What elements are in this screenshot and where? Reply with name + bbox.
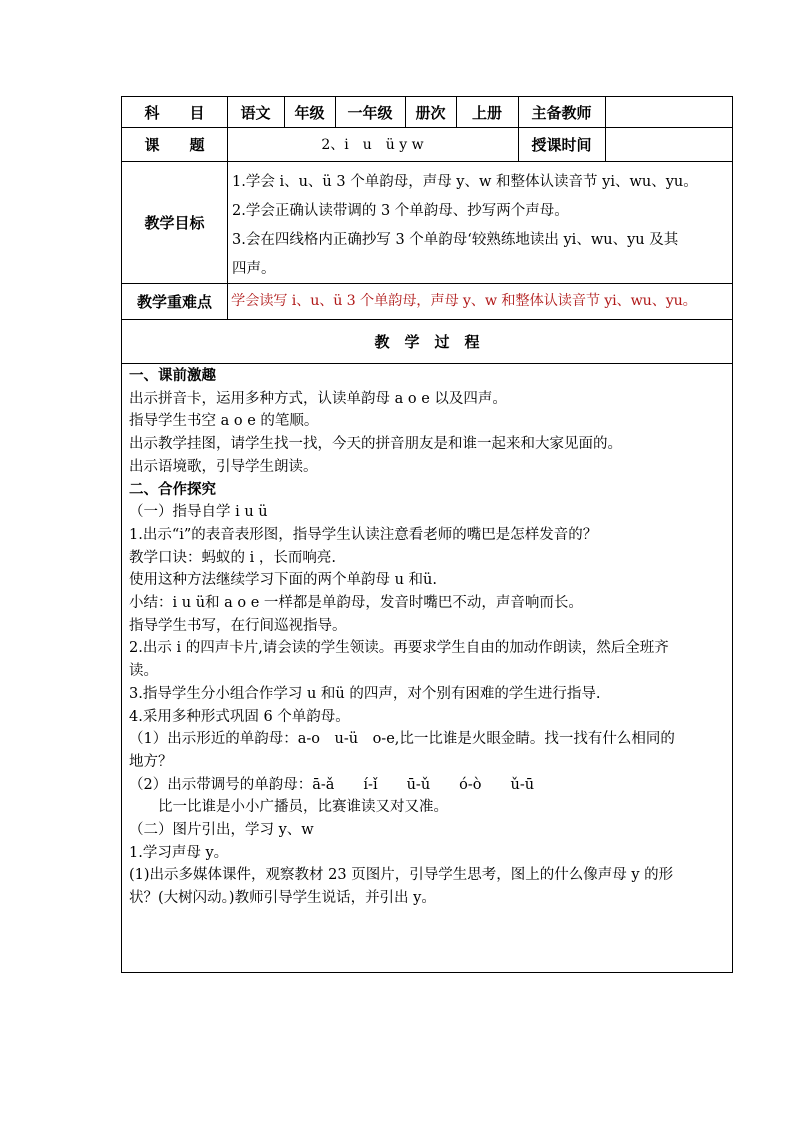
- process-line: 出示语境歌，引导学生朗读。: [129, 458, 318, 475]
- process-line: (1)出示多媒体课件，观察教材 23 页图片，引导学生思考，图上的什么像声母 y 的形: [129, 867, 674, 884]
- volume-label: 册次: [415, 103, 446, 122]
- process-line: 指导学生书写，在行间巡视指导。: [129, 617, 347, 634]
- topic-label: 课 题: [144, 135, 205, 154]
- process-line: 教学口诀：蚂蚁的 i ，长而响亮.: [129, 549, 336, 566]
- process-line: 出示拼音卡，运用多种方式，认读单韵母 a o e 以及四声。: [129, 390, 507, 407]
- process-line: 1.出示“i”的表音表形图，指导学生认读注意看老师的嘴巴是怎样发音的？: [129, 526, 598, 543]
- process-line: 出示教学挂图，请学生找一找，今天的拼音朋友是和谁一起来和大家见面的。: [129, 436, 622, 453]
- goal-line: 四声。: [232, 261, 276, 277]
- time-label: 授课时间: [531, 135, 592, 154]
- process-line: （2）出示带调号的单韵母：ā-ǎ í-ǐ ū-ǔ ó-ò ǔ-ū: [129, 776, 535, 793]
- process-line: 二、合作探究: [129, 480, 216, 498]
- process-line: 状？(大树闪动。)教师引导学生说话，并引出 y。: [129, 890, 436, 907]
- volume-value: 上册: [471, 103, 502, 122]
- process-line: 指导学生书空 a o e 的笔顺。: [129, 413, 319, 430]
- process-line: 1.学习声母 y。: [129, 844, 229, 861]
- topic-value: 2、i u ü y w: [321, 137, 424, 153]
- row-divider: [122, 363, 732, 364]
- process-line: 比一比谁是小小广播员，比赛谁读又对又准。: [129, 799, 448, 816]
- subject-value: 语文: [240, 103, 271, 122]
- lesson-plan-table: [121, 96, 733, 973]
- process-line: 一、课前激趣: [129, 367, 216, 384]
- process-line: （一）指导自学 i u ü: [129, 504, 268, 521]
- goal-line: 1.学会 i、u、ü 3 个单韵母，声母 y、w 和整体认读音节 yi、wu、yu。: [232, 174, 698, 190]
- goal-line: 2.学会正确认读带调的 3 个单韵母、抄写两个声母。: [232, 203, 569, 219]
- goal-line: 3.会在四线格内正确抄写 3 个单韵母‘较熟练地读出 yi、wu、yu 及其: [232, 232, 679, 248]
- process-body: [129, 365, 727, 910]
- key-points-label: 教学重难点: [136, 292, 212, 311]
- process-line: （1）出示形近的单韵母：a-o u-ü o-e,比一比谁是火眼金睛。找一找有什么相同的: [129, 731, 675, 748]
- process-line: 地方？: [129, 753, 173, 770]
- subject-label: 科 目: [144, 103, 205, 122]
- process-line: 小结：i u ü和 a o e 一样都是单韵母，发音时嘴巴不动，声音响而长。: [129, 595, 583, 612]
- teacher-value: [605, 97, 732, 127]
- goals-label: 教学目标: [144, 213, 205, 232]
- teacher-label: 主备教师: [531, 103, 592, 122]
- process-line: 3.指导学生分小组合作学习 u 和ü 的四声，对个别有困难的学生进行指导.: [129, 685, 601, 702]
- key-points-text: 学会读写 i、u、ü 3 个单韵母，声母 y、w 和整体认读音节 yi、wu、yu。: [231, 293, 697, 309]
- process-line: 2.出示 i 的四声卡片,请会读的学生领读。再要求学生自由的加动作朗读，然后全班齐: [129, 640, 669, 657]
- grade-label: 年级: [294, 103, 325, 122]
- process-line: 使用这种方法继续学习下面的两个单韵母 u 和ü.: [129, 572, 438, 589]
- process-line: （二）图片引出，学习 y、w: [129, 822, 314, 839]
- grade-value: 一年级: [347, 103, 393, 122]
- process-title: 教 学 过 程: [374, 332, 480, 351]
- process-line: 读。: [129, 663, 158, 680]
- process-line: 4.采用多种形式巩固 6 个单韵母。: [129, 708, 350, 725]
- time-value: [605, 127, 732, 161]
